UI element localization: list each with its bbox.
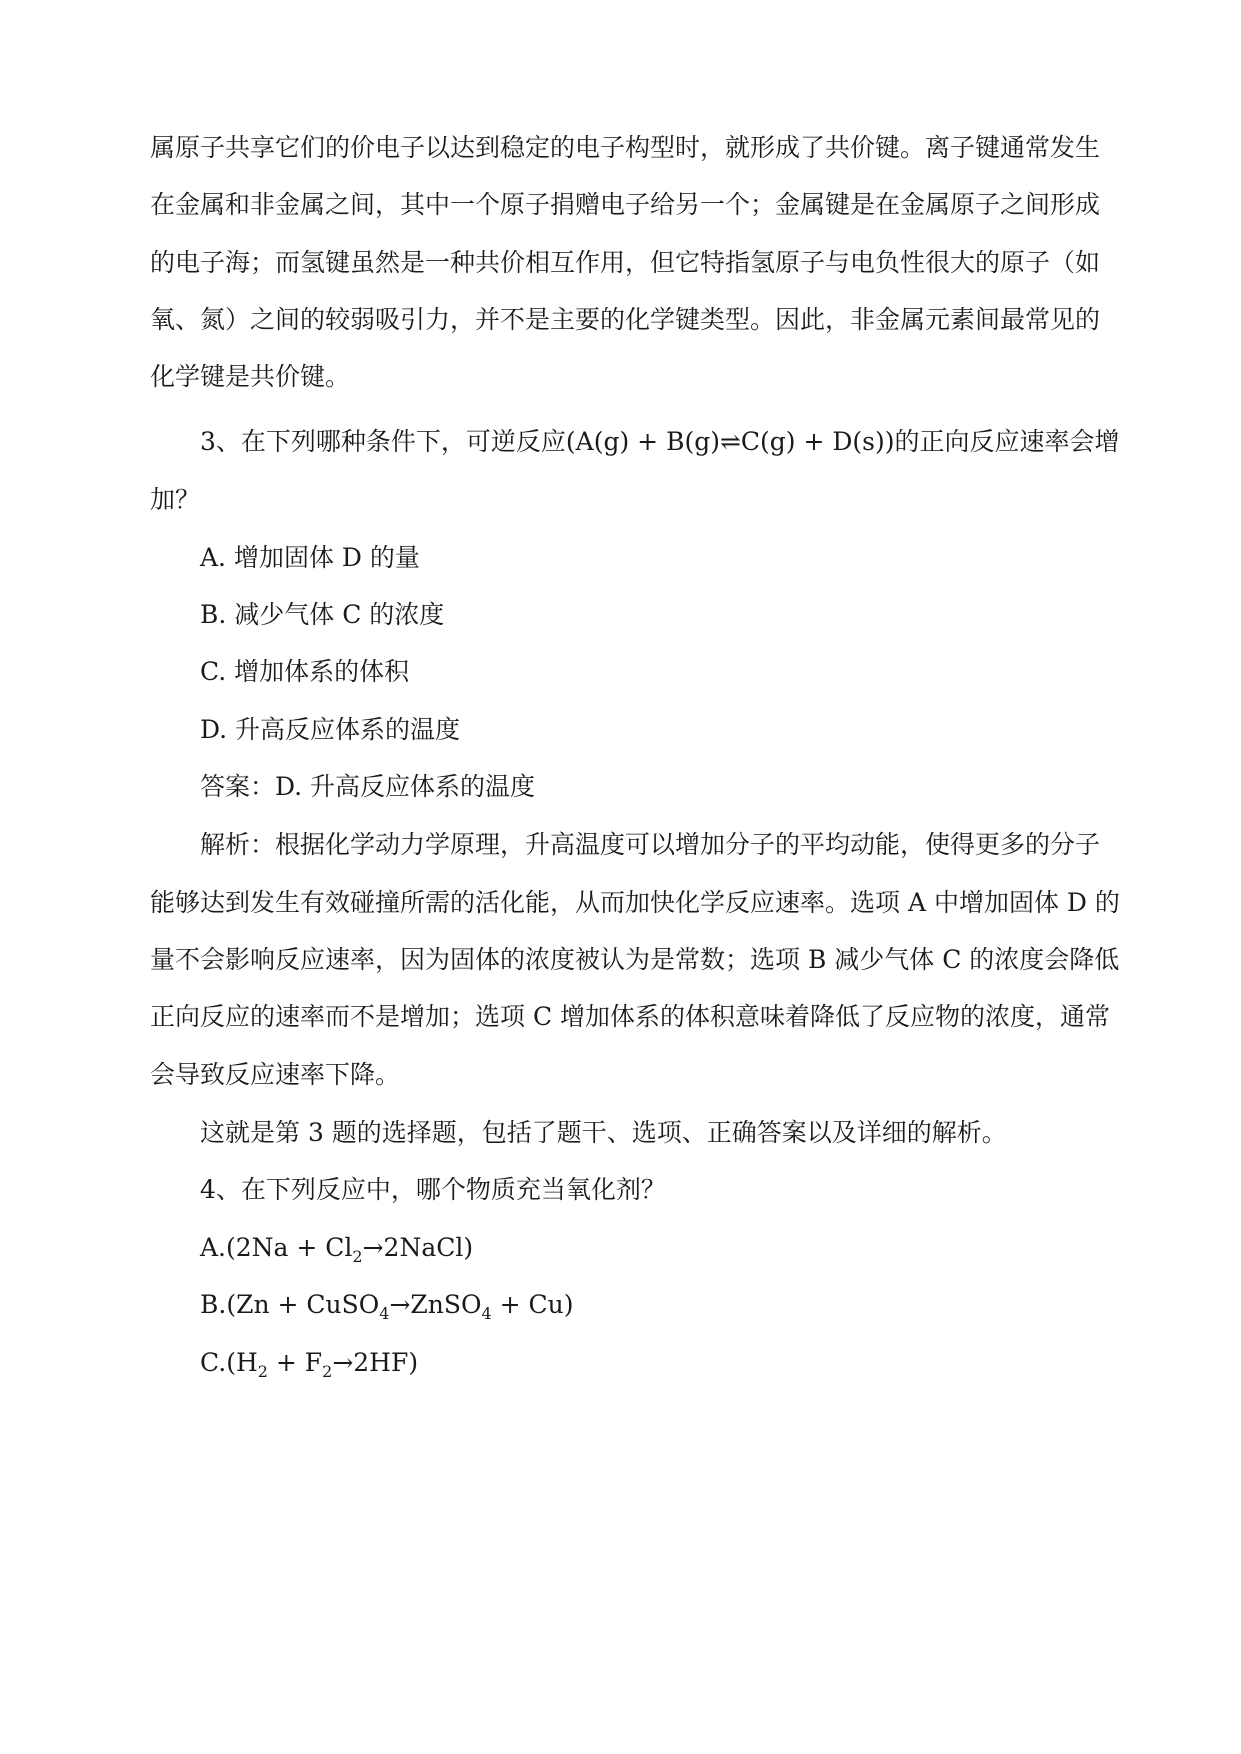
question-3-analysis-line: 量不会影响反应速率，因为固体的浓度被认为是常数；选项 B 减少气体 C 的浓度会降低 bbox=[150, 945, 1120, 974]
paragraph-line: 属原子共享它们的价电子以达到稳定的电子构型时，就形成了共价键。离子键通常发生 bbox=[150, 133, 1101, 162]
option-equation-part: + F bbox=[267, 1348, 323, 1377]
paragraph-line: 的电子海；而氢键虽然是一种共价相互作用，但它特指氢原子与电负性很大的原子（如 bbox=[150, 248, 1101, 277]
question-3-option-a: A. 增加固体 D 的量 bbox=[200, 543, 420, 572]
option-equation-part: →ZnSO bbox=[389, 1290, 482, 1319]
question-3-answer: 答案：D. 升高反应体系的温度 bbox=[200, 772, 536, 801]
question-3-stem-prefix: 3、在下列哪种条件下，可逆反应 bbox=[200, 427, 566, 456]
option-equation-part: →2NaCl) bbox=[362, 1233, 474, 1262]
subscript: 2 bbox=[352, 1247, 363, 1266]
document-page bbox=[150, 0, 1120, 1754]
question-3-analysis-line: 解析：根据化学动力学原理，升高温度可以增加分子的平均动能，使得更多的分子 bbox=[200, 830, 1101, 859]
paragraph-line: 化学键是共价键。 bbox=[150, 362, 351, 391]
paragraph-line: 氧、氮）之间的较弱吸引力，并不是主要的化学键类型。因此，非金属元素间最常见的 bbox=[150, 305, 1101, 334]
question-3-analysis-line: 会导致反应速率下降。 bbox=[150, 1060, 401, 1089]
question-3-summary: 这就是第 3 题的选择题，包括了题干、选项、正确答案以及详细的解析。 bbox=[200, 1118, 1007, 1147]
paragraph-line: 在金属和非金属之间，其中一个原子捐赠电子给另一个；金属键是在金属原子之间形成 bbox=[150, 190, 1101, 219]
question-3-option-c: C. 增加体系的体积 bbox=[200, 657, 410, 686]
question-4-stem: 4、在下列反应中，哪个物质充当氧化剂？ bbox=[200, 1175, 666, 1204]
question-3-option-d: D. 升高反应体系的温度 bbox=[200, 715, 461, 744]
question-3-stem-suffix: 的正向反应速率会增 bbox=[894, 427, 1120, 456]
subscript: 4 bbox=[379, 1304, 390, 1323]
option-equation-part: (H bbox=[226, 1348, 258, 1377]
question-3-analysis-line: 正向反应的速率而不是增加；选项 C 增加体系的体积意味着降低了反应物的浓度，通常 bbox=[150, 1002, 1111, 1031]
question-3-stem bbox=[150, 422, 1120, 462]
question-4-option-a bbox=[150, 1228, 1092, 1268]
question-3-stem-line2: 加？ bbox=[150, 485, 201, 514]
option-label: C. bbox=[200, 1348, 227, 1377]
option-equation-part: →2HF) bbox=[332, 1348, 419, 1377]
question-3-equation: (A(g) + B(g)⇌C(g) + D(s)) bbox=[565, 427, 895, 456]
subscript: 2 bbox=[322, 1362, 333, 1381]
question-3-option-b: B. 减少气体 C 的浓度 bbox=[200, 600, 445, 629]
option-equation-part: + Cu) bbox=[491, 1290, 574, 1319]
option-label: A. bbox=[200, 1233, 227, 1262]
subscript: 4 bbox=[481, 1304, 492, 1323]
option-equation-part: (2Na + Cl bbox=[226, 1233, 353, 1262]
question-4-option-b bbox=[150, 1285, 1092, 1325]
question-3-analysis-line: 能够达到发生有效碰撞所需的活化能，从而加快化学反应速率。选项 A 中增加固体 D 的 bbox=[150, 888, 1120, 917]
option-equation-part: (Zn + CuSO bbox=[226, 1290, 380, 1319]
question-4-option-c bbox=[150, 1343, 1092, 1383]
option-label: B. bbox=[200, 1290, 227, 1319]
subscript: 2 bbox=[257, 1362, 268, 1381]
